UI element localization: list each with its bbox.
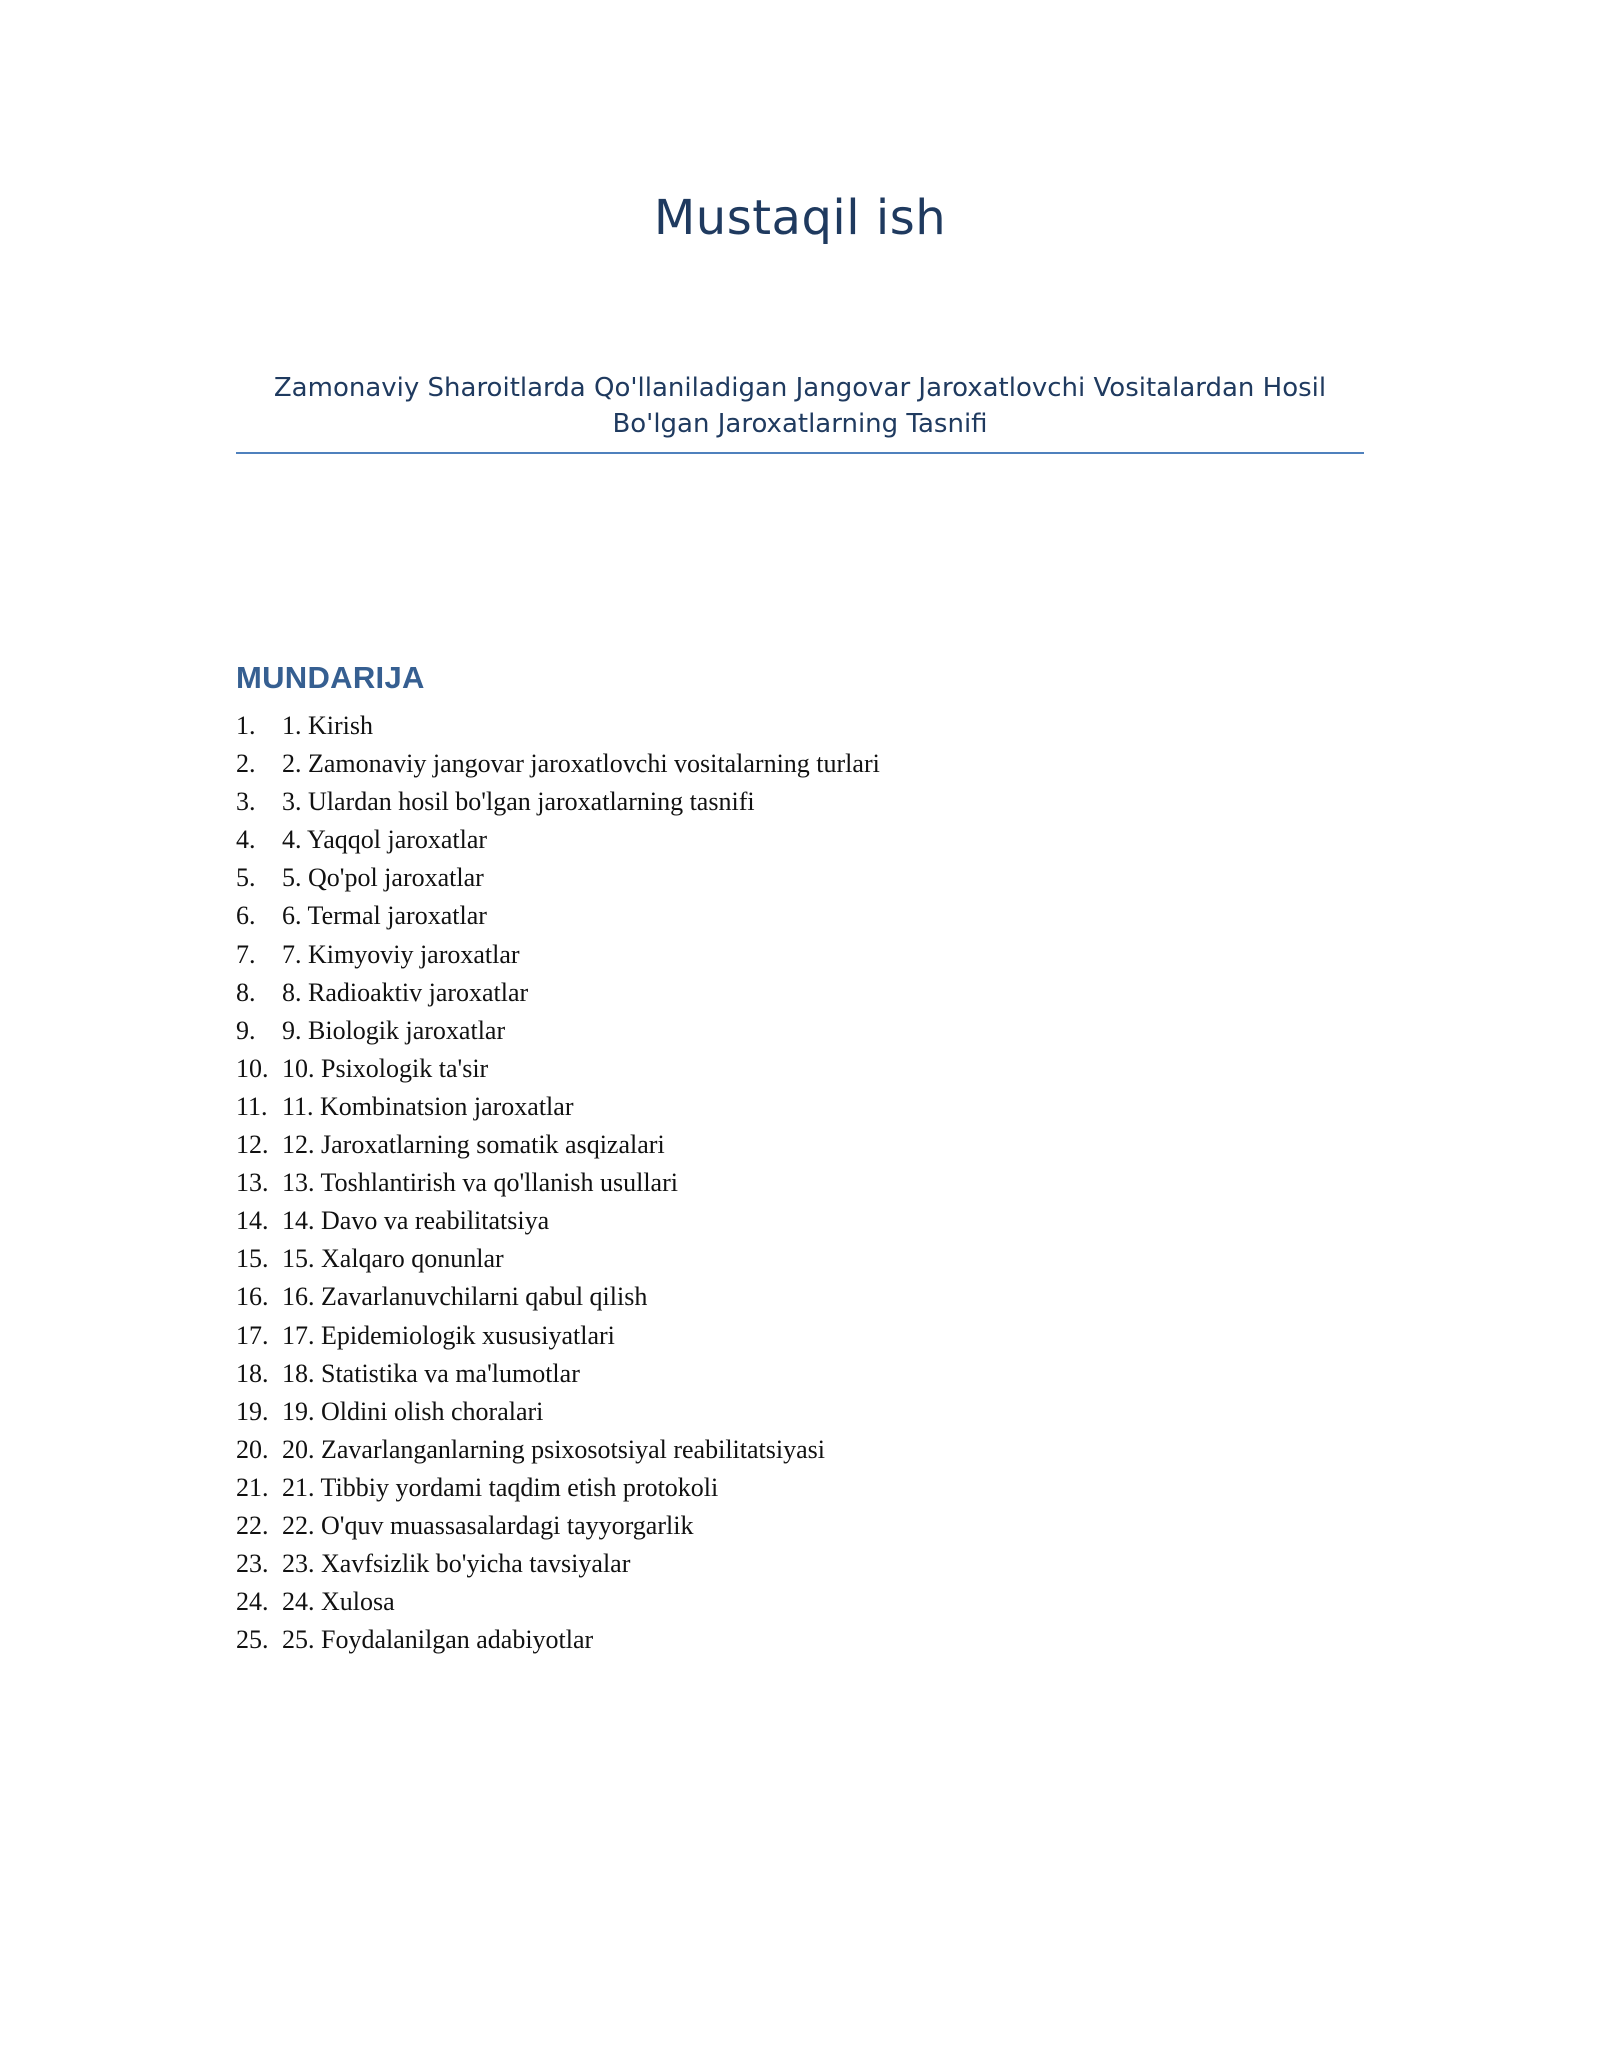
toc-item-text: 24. Xulosa	[282, 1587, 395, 1617]
toc-item	[236, 783, 1336, 821]
toc-item-number: 13.	[236, 1168, 269, 1198]
toc-item-text: 22. O'quv muassasalardagi tayyorgarlik	[282, 1510, 694, 1540]
toc-item-text: 9. Biologik jaroxatlar	[282, 1015, 506, 1045]
toc-item	[236, 1355, 1336, 1393]
toc-item	[236, 1621, 1336, 1659]
toc-item-number: 24.	[236, 1587, 269, 1617]
toc-item	[236, 1126, 1336, 1164]
toc-item-number: 10.	[236, 1053, 269, 1083]
toc-item	[236, 1050, 1336, 1088]
toc-item-number: 5.	[236, 863, 256, 893]
toc-item-text: 19. Oldini olish choralari	[282, 1396, 544, 1426]
toc-item-number: 18.	[236, 1358, 269, 1388]
toc-item-number: 25.	[236, 1625, 269, 1655]
toc-item	[236, 1202, 1336, 1240]
toc-list	[236, 707, 1336, 1659]
toc-item	[236, 859, 1336, 897]
toc-item	[236, 1012, 1336, 1050]
document-title: Mustaqil ish	[653, 190, 947, 246]
toc-item-text: 11. Kombinatsion jaroxatlar	[282, 1091, 574, 1121]
toc-item-text: 3. Ulardan hosil bo'lgan jaroxatlarning tasnifi	[282, 787, 755, 817]
document-subtitle: Zamonaviy Sharoitlarda Qo'llaniladigan Jangovar Jaroxatlovchi Vositalardan Hosil Bo'lgan Jaroxatlarning Tasnifi	[273, 373, 1327, 439]
toc-item-text: 7. Kimyoviy jaroxatlar	[282, 939, 520, 969]
toc-item	[236, 897, 1336, 935]
toc-item	[236, 1431, 1336, 1469]
toc-item-text: 2. Zamonaviy jangovar jaroxatlovchi vositalarning turlari	[282, 749, 880, 779]
toc-heading: MUNDARIJA	[236, 660, 425, 695]
toc-item-text: 14. Davo va reabilitatsiya	[282, 1206, 550, 1236]
toc-item-text: 20. Zavarlanganlarning psixosotsiyal reabilitatsiyasi	[282, 1434, 825, 1464]
toc-item-number: 17.	[236, 1320, 269, 1350]
toc-item-number: 1.	[236, 711, 256, 740]
toc-item	[236, 1088, 1336, 1126]
toc-item-number: 11.	[236, 1091, 268, 1121]
toc-item	[236, 936, 1336, 974]
toc-item-number: 20.	[236, 1434, 269, 1464]
toc-item-text: 6. Termal jaroxatlar	[282, 901, 487, 931]
toc-item	[236, 1278, 1336, 1316]
toc-item-text: 5. Qo'pol jaroxatlar	[282, 863, 484, 893]
toc-item-number: 21.	[236, 1472, 269, 1502]
toc-item-number: 19.	[236, 1396, 269, 1426]
toc-item-number: 3.	[236, 787, 256, 817]
toc-item-number: 9.	[236, 1015, 256, 1045]
toc-item	[236, 974, 1336, 1012]
toc-item-text: 15. Xalqaro qonunlar	[282, 1244, 504, 1274]
toc-item-text: 13. Toshlantirish va qo'llanish usullari	[282, 1168, 678, 1198]
toc-item	[236, 745, 1336, 783]
toc-item-text: 1. Kirish	[282, 711, 373, 740]
toc-item-number: 4.	[236, 825, 256, 855]
toc-item-number: 22.	[236, 1510, 269, 1540]
toc-item-number: 7.	[236, 939, 256, 969]
toc-item	[236, 1507, 1336, 1545]
toc-item	[236, 1583, 1336, 1621]
toc-item-text: 4. Yaqqol jaroxatlar	[282, 825, 488, 855]
toc-item	[236, 1240, 1336, 1278]
toc-item-text: 10. Psixologik ta'sir	[282, 1053, 489, 1083]
toc-item	[236, 1164, 1336, 1202]
toc-item-text: 17. Epidemiologik xususiyatlari	[282, 1320, 615, 1350]
toc-item-number: 23.	[236, 1549, 269, 1579]
toc-item-number: 16.	[236, 1282, 269, 1312]
toc-item	[236, 1317, 1336, 1355]
toc-item-text: 23. Xavfsizlik bo'yicha tavsiyalar	[282, 1549, 631, 1579]
toc-item	[236, 821, 1336, 859]
toc-item-number: 14.	[236, 1206, 269, 1236]
toc-item	[236, 1545, 1336, 1583]
toc-item-text: 12. Jaroxatlarning somatik asqizalari	[282, 1130, 665, 1160]
toc-item	[236, 1393, 1336, 1431]
toc-item-text: 8. Radioaktiv jaroxatlar	[282, 977, 529, 1007]
toc-item-text: 18. Statistika va ma'lumotlar	[282, 1358, 580, 1388]
toc-item-text: 25. Foydalanilgan adabiyotlar	[282, 1625, 594, 1655]
toc-item-text: 16. Zavarlanuvchilarni qabul qilish	[282, 1282, 648, 1312]
toc-item	[236, 707, 1336, 745]
toc-item-number: 15.	[236, 1244, 269, 1274]
toc-item-text: 21. Tibbiy yordami taqdim etish protokoli	[282, 1472, 719, 1502]
toc-item-number: 6.	[236, 901, 256, 931]
toc-item-number: 2.	[236, 749, 256, 779]
subtitle-divider	[236, 452, 1364, 454]
toc-item-number: 8.	[236, 977, 256, 1007]
toc-item-number: 12.	[236, 1130, 269, 1160]
toc-item	[236, 1469, 1336, 1507]
